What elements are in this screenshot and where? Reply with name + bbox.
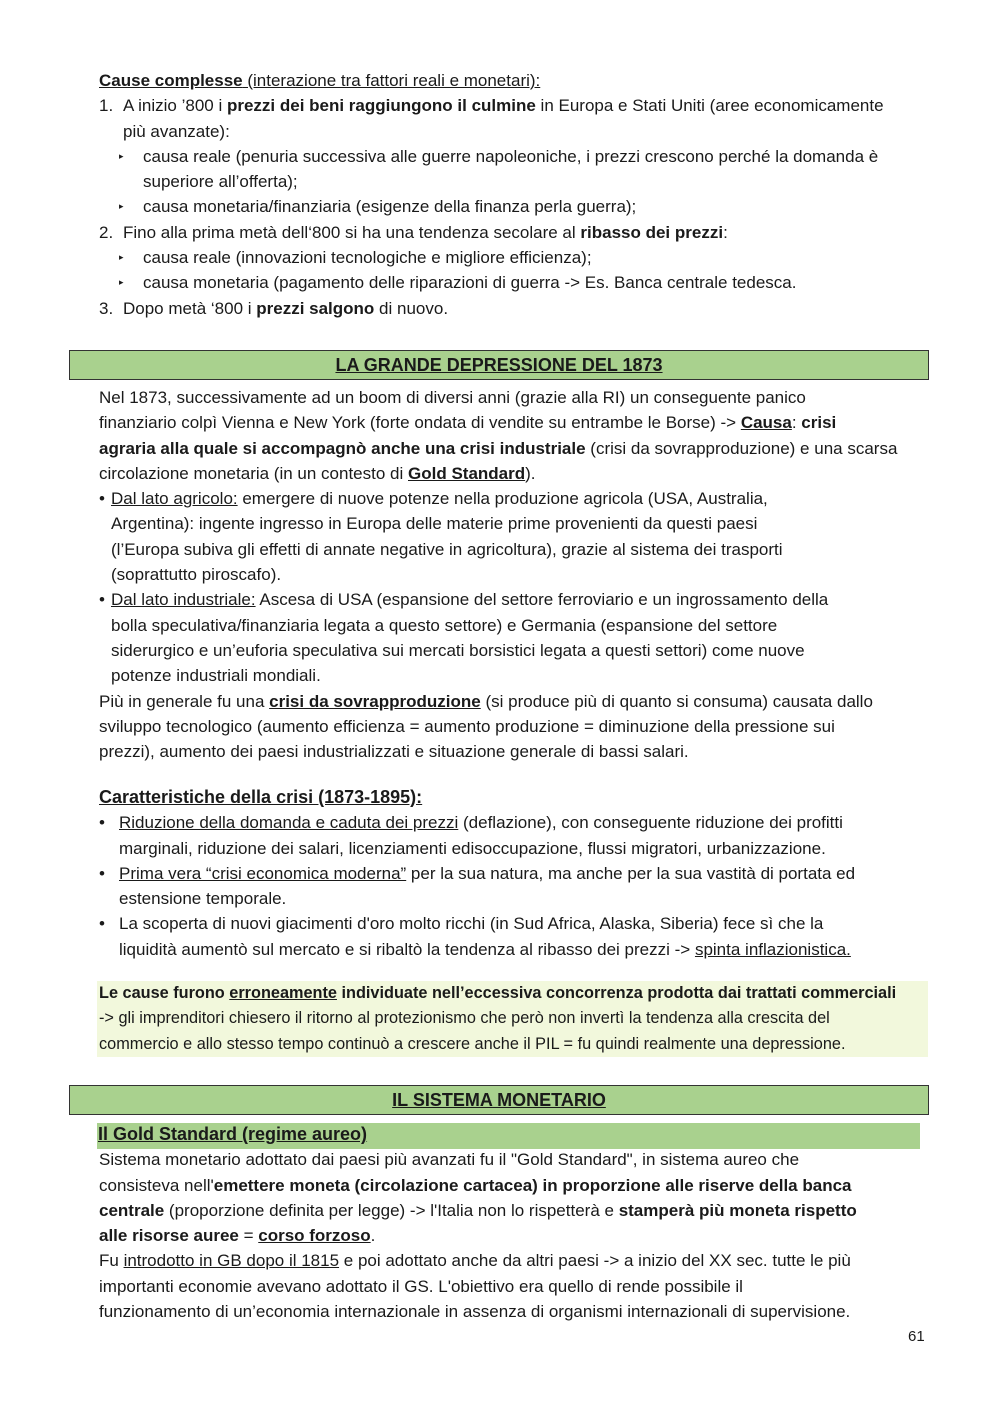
gold-standard-paragraph-1: Sistema monetario adottato dai paesi più avanzati fu il "Gold Standard", in sistema aureo che consisteva nell'emettere moneta (circolazione cartacea) in proporzione alle riserve della banca centrale (proporzione definita per legge) -> l'Italia non lo rispetterà e stamperà più moneta rispetto alle risorse auree = corso forzoso. xyxy=(99,1150,857,1246)
monetary-section xyxy=(99,1122,931,1324)
bullet-icon: • xyxy=(99,863,105,883)
ind-bullet: • Dal lato industriale: Ascesa di USA (espansione del settore ferroviario e un ingrossamento della bolla speculativa/finanziaria legata a questo settore) e Germania (espansione del settore siderurgico e un’euforia speculativa sui mercati borsistici legata a questi settori) come nuove potenze industriali mondiali. xyxy=(99,587,931,688)
page-number: 61 xyxy=(908,1328,925,1345)
cause-title-line xyxy=(99,68,931,93)
section-heading-monetary: IL SISTEMA MONETARIO xyxy=(69,1085,929,1115)
cause-sub-item: ▸ causa monetaria (pagamento delle riparazioni di guerra -> Es. Banca centrale tedesca. xyxy=(99,270,931,295)
depression-section xyxy=(99,385,931,764)
triangle-bullet-icon: ▸ xyxy=(119,277,124,288)
characteristics-section xyxy=(99,785,931,962)
cause-item-1-line2: più avanzate): xyxy=(123,121,230,141)
cause-item-3: 3. Dopo metà ‘800 i prezzi salgono di nuovo. xyxy=(99,296,931,321)
cause-sub-item: ▸ causa monetaria/finanziaria (esigenze della finanza perla guerra); xyxy=(99,194,931,219)
gold-standard-paragraph-2: Fu introdotto in GB dopo il 1815 e poi adottato anche da altri paesi -> a inizio del XX sec. tutte le più importanti economie avevano adottato il GS. L'obiettivo era quello di rende possibile il funzionamento di un’economia internazionale in assenza di organismi internazionali di supervisione. xyxy=(99,1251,851,1322)
triangle-bullet-icon: ▸ xyxy=(119,150,124,161)
cause-item-number: 2. xyxy=(99,222,114,242)
note-paragraph: Le cause furono erroneamente individuate nell’eccessiva concorrenza prodotta dai trattati commerciali -> gli imprenditori chiesero il ritorno al protezionismo che però non invertì la tendenza alla crescita del commercio e allo stesso tempo continuò a crescere anche il PIL = fu quindi realmente una depressione. xyxy=(99,984,897,1053)
bullet-icon: • xyxy=(99,914,105,934)
bullet-icon: • xyxy=(99,590,105,610)
cause-item-number: 3. xyxy=(99,298,114,318)
cause-title-rest: (interazione tra fattori reali e monetari): xyxy=(242,71,541,90)
section-heading-depression: LA GRANDE DEPRESSIONE DEL 1873 xyxy=(69,350,929,380)
cause-item-1: 1. A inizio ’800 i prezzi dei beni raggiungono il culmine in Europa e Stati Uniti (aree economicamente xyxy=(99,93,931,118)
characteristic-item: • Prima vera “crisi economica moderna” per la sua natura, ma anche per la sua vastità di portata ed estensione temporale. xyxy=(99,861,931,912)
characteristic-item: • La scoperta di nuovi giacimenti d'oro molto ricchi (in Sud Africa, Alaska, Siberia) fece sì che la liquidità aumentò sul mercato e si ribaltò la tendenza al ribasso dei prezzi -> spinta inflazionistica. xyxy=(99,911,931,962)
triangle-bullet-icon: ▸ xyxy=(119,252,124,263)
bullet-icon: • xyxy=(99,489,105,509)
cause-sub-item-line2: superiore all’offerta); xyxy=(143,172,298,192)
bullet-icon: • xyxy=(99,813,105,833)
cause-sub-item: ▸ causa reale (innovazioni tecnologiche e migliore efficienza); xyxy=(99,245,931,270)
intro-paragraph: Nel 1873, successivamente ad un boom di diversi anni (grazie alla RI) un conseguente panico finanziario colpì Vienna e New York (forte ondata di vendite su entrambe le Borse) -> Causa: crisi agraria alla quale si accompagnò anche una crisi industriale (crisi da sovrapproduzione) e una scarsa circolazione monetaria (in un contesto di Gold Standard). xyxy=(99,388,898,483)
general-paragraph: Più in generale fu una crisi da sovrapproduzione (si produce più di quanto si consuma) causata dallo sviluppo tecnologico (aumento efficienza = aumento produzione = diminuzione della pressione sui prezzi), aumento dei paesi industrializzati e situazione generale di bassi salari. xyxy=(99,691,873,762)
cause-section xyxy=(99,68,931,321)
characteristics-title: Caratteristiche della crisi (1873-1895): xyxy=(99,787,423,807)
cause-item-number: 1. xyxy=(99,96,114,116)
triangle-bullet-icon: ▸ xyxy=(119,201,124,212)
cause-item-2: 2. Fino alla prima metà dell‘800 si ha una tendenza secolare al ribasso dei prezzi: xyxy=(99,220,931,245)
agri-bullet: • Dal lato agricolo: emergere di nuove potenze nella produzione agricola (USA, Australia, Argentina): ingente ingresso in Europa delle materie prime provenienti da questi paesi (l’Europa subiva gli effetti di annate negative in agricoltura), grazie al sistema dei trasporti (soprattutto piroscafo). xyxy=(99,486,931,587)
characteristic-item: • Riduzione della domanda e caduta dei prezzi (deflazione), con conseguente riduzione dei profitti marginali, riduzione dei salari, licenziamenti edisoccupazione, flussi migratori, urbanizzazione. xyxy=(99,810,931,861)
cause-title: Cause complesse xyxy=(99,71,243,90)
cause-sub-item: ▸ causa reale (penuria successiva alle guerre napoleoniche, i prezzi crescono perché la domanda è xyxy=(99,144,931,169)
gold-standard-title: Il Gold Standard (regime aureo) xyxy=(98,1124,368,1144)
